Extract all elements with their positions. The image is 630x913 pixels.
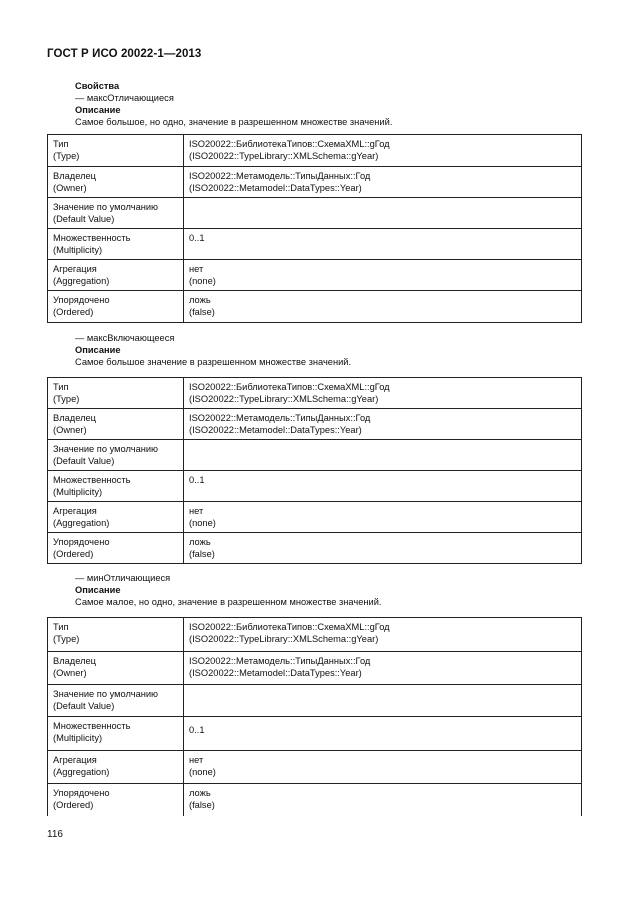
row-label-cell: Упорядочено (Ordered)	[48, 533, 184, 564]
property-name: — максОтличающиеся	[75, 93, 174, 103]
table-row	[48, 167, 582, 198]
property-table	[47, 134, 582, 323]
row-value-cell: ISO20022::БиблиотекаТипов::СхемаXML::gГод (ISO20022::TypeLibrary::XMLSchema::gYear)	[184, 378, 582, 409]
table-row	[48, 751, 582, 784]
row-label-cell: Агрегация (Aggregation)	[48, 502, 184, 533]
row-value-cell: ISO20022::БиблиотекаТипов::СхемаXML::gГод (ISO20022::TypeLibrary::XMLSchema::gYear)	[184, 618, 582, 652]
row-value-cell: ISO20022::Метамодель::ТипыДанных::Год (ISO20022::Metamodel::DataTypes::Year)	[184, 652, 582, 685]
row-label-cell: Множественность (Multiplicity)	[48, 717, 184, 751]
row-label-cell: Упорядочено (Ordered)	[48, 291, 184, 323]
description-label: Описание	[75, 345, 121, 355]
row-label-cell: Владелец (Owner)	[48, 652, 184, 685]
row-value-cell: ISO20022::БиблиотекаТипов::СхемаXML::gГод (ISO20022::TypeLibrary::XMLSchema::gYear)	[184, 135, 582, 167]
description-text: Самое большое, но одно, значение в разрешенном множестве значений.	[75, 117, 393, 127]
page-header-title: ГОСТ Р ИСО 20022-1—2013	[47, 48, 202, 60]
row-value-cell: ложь (false)	[184, 533, 582, 564]
table-row	[48, 260, 582, 291]
row-value-cell: 0..1	[184, 229, 582, 260]
row-label-cell: Тип (Type)	[48, 378, 184, 409]
row-value-cell: ISO20022::Метамодель::ТипыДанных::Год (ISO20022::Metamodel::DataTypes::Year)	[184, 409, 582, 440]
table-row	[48, 135, 582, 167]
row-value-cell	[184, 685, 582, 717]
section-heading: Свойства	[75, 81, 120, 91]
section-maks-otlichayushchiesya	[47, 80, 582, 323]
row-value-cell: 0..1	[184, 471, 582, 502]
row-label-cell: Тип (Type)	[48, 618, 184, 652]
row-value-cell: ложь (false)	[184, 291, 582, 323]
table-row	[48, 229, 582, 260]
table-row	[48, 440, 582, 471]
row-value-cell	[184, 440, 582, 471]
property-table	[47, 617, 582, 816]
section-min-otlichayushchiesya	[47, 572, 582, 816]
table-row	[48, 471, 582, 502]
description-text: Самое большое значение в разрешенном множестве значений.	[75, 357, 352, 367]
table-row	[48, 533, 582, 564]
property-name: — максВключающееся	[75, 333, 175, 343]
row-value-cell: нет (none)	[184, 260, 582, 291]
row-value-cell: нет (none)	[184, 751, 582, 784]
table-row	[48, 291, 582, 323]
row-label-cell: Владелец (Owner)	[48, 409, 184, 440]
row-label-cell: Множественность (Multiplicity)	[48, 471, 184, 502]
page-number: 116	[47, 829, 63, 840]
row-label-cell: Владелец (Owner)	[48, 167, 184, 198]
row-label-cell: Множественность (Multiplicity)	[48, 229, 184, 260]
description-text: Самое малое, но одно, значение в разрешенном множестве значений.	[75, 597, 382, 607]
row-value-cell: 0..1	[184, 717, 582, 751]
description-label: Описание	[75, 585, 121, 595]
row-label-cell: Упорядочено (Ordered)	[48, 784, 184, 816]
row-label-cell: Агрегация (Aggregation)	[48, 260, 184, 291]
row-label-cell: Агрегация (Aggregation)	[48, 751, 184, 784]
property-name: — минОтличающиеся	[75, 573, 171, 583]
table-row	[48, 409, 582, 440]
table-row	[48, 685, 582, 717]
row-value-cell: нет (none)	[184, 502, 582, 533]
table-row	[48, 784, 582, 816]
table-row	[48, 717, 582, 751]
table-row	[48, 652, 582, 685]
table-row	[48, 378, 582, 409]
row-label-cell: Тип (Type)	[48, 135, 184, 167]
row-value-cell: ISO20022::Метамодель::ТипыДанных::Год (ISO20022::Metamodel::DataTypes::Year)	[184, 167, 582, 198]
description-label: Описание	[75, 105, 121, 115]
row-label-cell: Значение по умолчанию (Default Value)	[48, 685, 184, 717]
table-row	[48, 618, 582, 652]
row-label-cell: Значение по умолчанию (Default Value)	[48, 198, 184, 229]
row-value-cell: ложь (false)	[184, 784, 582, 816]
property-table	[47, 377, 582, 564]
row-value-cell	[184, 198, 582, 229]
table-row	[48, 198, 582, 229]
section-maks-vklyuchayushcheesya	[47, 332, 582, 564]
table-row	[48, 502, 582, 533]
row-label-cell: Значение по умолчанию (Default Value)	[48, 440, 184, 471]
